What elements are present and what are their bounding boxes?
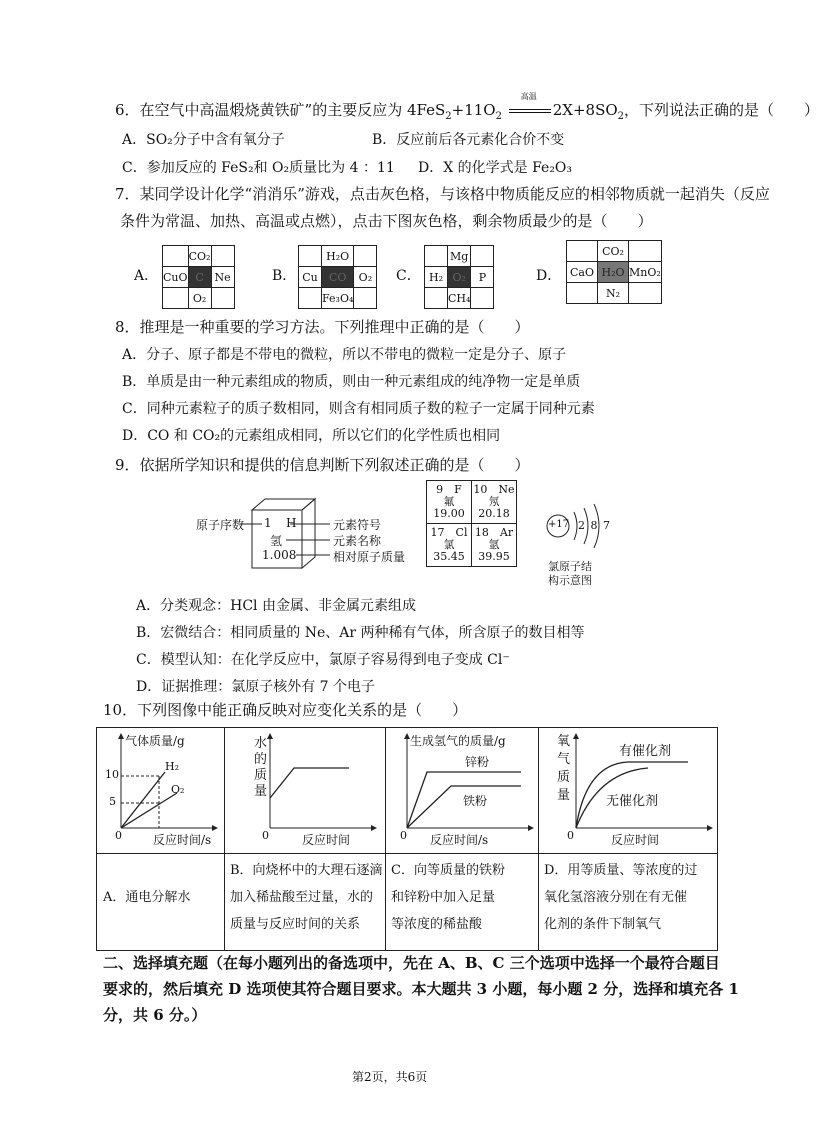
g1-series-h2: H₂ [165, 760, 180, 773]
grid-gray-cell: CO [322, 267, 354, 288]
periodic-table-fragment [426, 480, 517, 567]
q7-grid-d [566, 240, 662, 304]
water-mass-line [270, 768, 349, 798]
g3-ylabel: 生成氢气的质量/g [410, 734, 506, 748]
g4-xlabel: 反应时间 [611, 833, 660, 847]
grid-cell: N₂ [598, 283, 629, 304]
g4-series-without: 无催化剂 [606, 794, 659, 809]
q7-stem-line1: 7．某同学设计化学“消消乐”游戏，点击灰色格，与该格中物质能反应的相邻物质就一起消失（反应 [115, 185, 770, 203]
g2-ylabel-1: 水 [254, 736, 268, 751]
g4-origin: 0 [567, 829, 574, 842]
q8-stem: 8．推理是一种重要的学习方法。下列推理中正确的是（ ） [115, 318, 530, 336]
q10-desc-b-3: 质量与反应时间的关系 [230, 917, 361, 932]
q7-grid-b [298, 245, 377, 309]
g2-ylabel-4: 量 [254, 784, 268, 799]
grid-cell: CH₄ [448, 288, 471, 309]
page-footer: 第2页，共6页 [352, 1070, 428, 1084]
q10-desc-d-1: D．用等质量、等浓度的过 [544, 863, 698, 878]
atom-caption-1: 氯原子结 [548, 560, 592, 573]
g3-xlabel: 反应时间/s [430, 833, 489, 847]
g3-origin: 0 [400, 829, 407, 842]
q9-option-a: A．分类观念：HCl 由金属、非金属元素组成 [136, 598, 416, 614]
g4-series-with: 有催化剂 [619, 744, 672, 759]
atom-nucleus: +17 [548, 519, 570, 530]
legend-name: 元素名称 [333, 534, 382, 548]
cell-name: 氢 [270, 534, 283, 548]
q10-table [96, 727, 718, 951]
g2-xlabel: 反应时间 [302, 833, 351, 847]
g3-series-zinc: 锌粉 [465, 755, 490, 769]
g1-y10: 10 [105, 768, 119, 781]
grid-gray-cell: O₂ [448, 267, 471, 288]
q7-grid-c [424, 245, 494, 309]
q7-label-c: C． [396, 268, 421, 284]
q10-desc-c-1: C．向等质量的铁粉 [391, 863, 505, 878]
element-cell: 9 F 氟 19.00 [427, 481, 472, 524]
reaction-condition: 高温 [520, 92, 537, 101]
cell-number: 1 [264, 516, 272, 530]
q10-desc-c-2: 和锌粉中加入足量 [391, 890, 496, 905]
q6-option-b: B．反应前后各元素化合价不变 [372, 132, 565, 148]
g1-xlabel: 反应时间/s [153, 833, 212, 847]
grid-cell: Fe₃O₄ [322, 288, 354, 309]
q10-desc-a: A．通电分解水 [103, 890, 191, 905]
q7-label-a: A． [134, 268, 159, 284]
grid-gray-cell: C [188, 267, 211, 288]
section2-line3: 分，共 6 分。） [103, 1006, 207, 1024]
grid-cell: CO₂ [188, 246, 211, 267]
g2-ylabel-2: 的 [254, 752, 268, 767]
q9-option-d: D．证据推理：氯原子核外有 7 个电子 [136, 679, 376, 695]
q6-stem: 6．在空气中高温煅烧黄铁矿”的主要反应为 $4FeS_2+11O_2$ 高温 $2X+8SO_2$，下列说法正确的是（ ） [115, 100, 819, 127]
cell-mass: 1.008 [262, 548, 297, 562]
q10-desc-b-2: 加入稀盐酸至过量，水的 [230, 890, 374, 905]
q6-option-c: C．参加反应的 FeS₂和 O₂质量比为 4 ：11 [122, 160, 395, 176]
g2-ylabel-3: 质 [254, 768, 268, 783]
atom-shells: 2 8 7 [578, 519, 611, 532]
grid-cell: Cu [299, 267, 322, 288]
q9-stem: 9．依据所学知识和提供的信息判断下列叙述正确的是（ ） [115, 456, 530, 474]
q10-stem: 10．下列图像中能正确反映对应变化关系的是（ ） [103, 701, 468, 719]
q7-label-b: B． [272, 268, 297, 284]
g3-series-iron: 铁粉 [463, 794, 488, 808]
grid-cell: H₂ [425, 267, 448, 288]
section2-line1: 二、选择填充题（在每小题列出的备选项中，先在 A、B、C 三个选项中选择一个最符合题目 [103, 954, 720, 972]
element-cell: 10 Ne 氖 20.18 [472, 481, 517, 524]
legend-symbol: 元素符号 [333, 518, 382, 532]
grid-cell: CO₂ [598, 241, 629, 262]
grid-cell: MnO₂ [629, 262, 662, 283]
q10-desc-d-3: 化剂的条件下制氧气 [544, 917, 662, 932]
g1-y5: 5 [109, 795, 116, 808]
g1-origin: 0 [115, 829, 122, 842]
grid-cell: H₂O [322, 246, 354, 267]
grid-cell: P [471, 267, 494, 288]
grid-cell: O₂ [188, 288, 211, 309]
q8-option-c: C．同种元素粒子的质子数相同，则含有相同质子数的粒子一定属于同种元素 [122, 401, 595, 417]
q7-label-d: D． [536, 268, 562, 284]
q6-option-a: A．SO₂分子中含有氧分子 [122, 132, 285, 148]
g4-ylabel-2: 气 [557, 752, 571, 767]
q7-grid-a [162, 245, 235, 309]
q10-desc-d-2: 氧化氢溶液分别在有无催 [544, 890, 688, 905]
o2-line [121, 793, 177, 828]
grid-cell: Ne [211, 267, 234, 288]
reaction-arrow [507, 92, 553, 121]
grid-cell: Mg [448, 246, 471, 267]
legend-mass: 相对原子质量 [333, 550, 406, 564]
g2-origin: 0 [262, 829, 269, 842]
q9-option-c: C．模型认知：在化学反应中，氯原子容易得到电子变成 Cl⁻ [136, 652, 510, 668]
q10-desc-c-3: 等浓度的稀盐酸 [391, 917, 483, 932]
grid-cell: CuO [163, 267, 189, 288]
h2-line [121, 772, 165, 828]
cell-symbol: H [286, 516, 297, 530]
legend-atomic-number: 原子序数 [196, 518, 245, 532]
g4-ylabel-3: 质 [557, 770, 571, 785]
q7-stem-line2: 条件为常温、加热、高温或点燃），点击下图灰色格，剩余物质最少的是（ ） [120, 212, 653, 230]
q6-option-d: D．X 的化学式是 Fe₂O₃ [418, 160, 573, 176]
grid-gray-cell: H₂O [598, 262, 629, 283]
q8-option-b: B．单质是由一种元素组成的物质，则由一种元素组成的纯净物一定是单质 [122, 374, 581, 390]
atom-caption-2: 构示意图 [548, 574, 592, 587]
grid-cell: CaO [567, 262, 598, 283]
g1-ylabel: 气体质量/g [125, 734, 185, 748]
q10-desc-b-1: B．向烧杯中的大理石逐滴 [230, 863, 383, 878]
g4-ylabel-1: 氧 [557, 734, 571, 749]
element-cell: 17 Cl 氯 35.45 [427, 524, 472, 567]
g4-ylabel-4: 量 [557, 788, 571, 803]
q9-option-b: B．宏微结合：相同质量的 Ne、Ar 两种稀有气体，所含原子的数目相等 [136, 625, 585, 641]
q8-option-a: A．分子、原子都是不带电的微粒，所以不带电的微粒一定是分子、原子 [122, 347, 567, 363]
q8-option-d: D．CO 和 CO₂的元素组成相同，所以它们的化学性质也相同 [122, 428, 501, 444]
element-cell: 18 Ar 氩 39.95 [472, 524, 517, 567]
g1-series-o2: O₂ [171, 783, 185, 796]
grid-cell: O₂ [354, 267, 377, 288]
section2-line2: 要求的，然后填充 D 选项使其符合题目要求。本大题共 3 小题，每小题 2 分，选择和填充各 1 [103, 980, 739, 998]
